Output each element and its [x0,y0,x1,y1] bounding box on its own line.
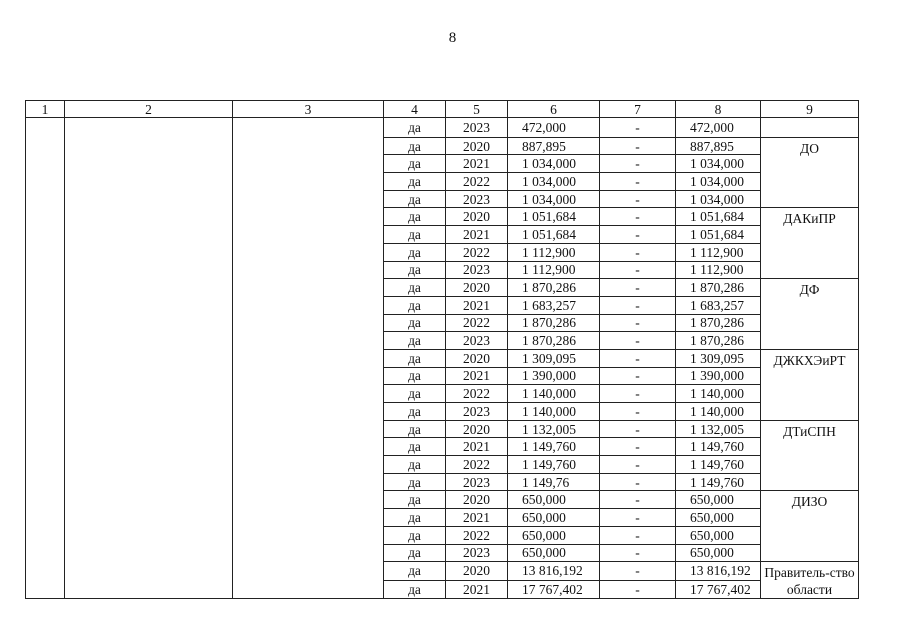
page-number: 8 [448,30,457,46]
executor-cell: ДЖКХЭиРТ [761,349,859,420]
c4-cell: да [384,526,446,544]
c5-cell: 2020 [446,420,508,438]
c5-cell: 2022 [446,173,508,191]
c6-cell: 650,000 [508,491,600,509]
c8-cell: 1 112,900 [676,261,761,279]
c5-cell: 2020 [446,349,508,367]
c7-cell: - [600,349,676,367]
c4-cell: да [384,349,446,367]
c6-cell: 1 112,900 [508,243,600,261]
c7-cell: - [600,456,676,474]
c4-cell: да [384,367,446,385]
c5-cell: 2020 [446,279,508,297]
c8-cell: 650,000 [676,491,761,509]
c7-cell: - [600,473,676,491]
c8-cell: 472,000 [676,118,761,138]
header-cell-6: 6 [508,101,600,118]
c4-cell: да [384,190,446,208]
header-cell-4: 4 [384,101,446,118]
c7-cell: - [600,155,676,173]
c8-cell: 1 683,257 [676,296,761,314]
c4-cell: да [384,385,446,403]
c8-cell: 13 816,192 [676,562,761,581]
c4-cell: да [384,261,446,279]
c7-cell: - [600,190,676,208]
header-cell-3: 3 [233,101,384,118]
c6-cell: 650,000 [508,544,600,562]
c5-cell: 2020 [446,137,508,155]
c4-cell: да [384,279,446,297]
c4-cell: да [384,243,446,261]
header-cell-2: 2 [65,101,233,118]
c5-cell: 2021 [446,155,508,173]
c8-cell: 650,000 [676,544,761,562]
c7-cell: - [600,367,676,385]
c5-cell: 2023 [446,261,508,279]
c7-cell: - [600,226,676,244]
c5-cell: 2022 [446,385,508,403]
c6-cell: 887,895 [508,137,600,155]
c6-cell: 1 683,257 [508,296,600,314]
c4-cell: да [384,420,446,438]
c4-cell: да [384,456,446,474]
c4-cell: да [384,509,446,527]
c6-cell: 1 051,684 [508,208,600,226]
c8-cell: 17 767,402 [676,580,761,599]
c8-cell: 1 870,286 [676,279,761,297]
executor-cell: Правитель-ство области [761,562,859,599]
c4-cell: да [384,208,446,226]
c4-cell: да [384,544,446,562]
c5-cell: 2023 [446,118,508,138]
executor-cell: ДИЗО [761,491,859,562]
c6-cell: 1 870,286 [508,332,600,350]
c4-cell: да [384,332,446,350]
c5-cell: 2021 [446,226,508,244]
c8-cell: 1 132,005 [676,420,761,438]
c7-cell: - [600,385,676,403]
c7-cell: - [600,137,676,155]
col3-cell [233,118,384,599]
c5-cell: 2021 [446,509,508,527]
c6-cell: 1 034,000 [508,155,600,173]
executor-cell: ДО [761,137,859,208]
c7-cell: - [600,261,676,279]
c5-cell: 2020 [446,562,508,581]
c5-cell: 2021 [446,438,508,456]
c6-cell: 1 309,095 [508,349,600,367]
c4-cell: да [384,473,446,491]
c7-cell: - [600,279,676,297]
c6-cell: 1 149,76 [508,473,600,491]
c8-cell: 1 390,000 [676,367,761,385]
c5-cell: 2023 [446,190,508,208]
c8-cell: 1 051,684 [676,208,761,226]
c5-cell: 2022 [446,526,508,544]
c8-cell: 650,000 [676,526,761,544]
c6-cell: 650,000 [508,526,600,544]
c6-cell: 1 112,900 [508,261,600,279]
executor-cell: ДФ [761,279,859,350]
c8-cell: 1 870,286 [676,314,761,332]
header-cell-5: 5 [446,101,508,118]
c7-cell: - [600,580,676,599]
c6-cell: 1 870,286 [508,314,600,332]
c8-cell: 1 870,286 [676,332,761,350]
c8-cell: 1 034,000 [676,190,761,208]
c7-cell: - [600,208,676,226]
c4-cell: да [384,438,446,456]
c6-cell: 1 140,000 [508,403,600,421]
c7-cell: - [600,509,676,527]
c4-cell: да [384,403,446,421]
c7-cell: - [600,420,676,438]
header-cell-7: 7 [600,101,676,118]
c8-cell: 1 034,000 [676,173,761,191]
header-cell-8: 8 [676,101,761,118]
budget-table [25,100,859,599]
c5-cell: 2023 [446,544,508,562]
c5-cell: 2021 [446,367,508,385]
c5-cell: 2021 [446,296,508,314]
c6-cell: 472,000 [508,118,600,138]
c8-cell: 1 051,684 [676,226,761,244]
c5-cell: 2023 [446,332,508,350]
c5-cell: 2020 [446,208,508,226]
c8-cell: 1 149,760 [676,473,761,491]
header-cell-1: 1 [26,101,65,118]
c8-cell: 1 149,760 [676,456,761,474]
col1-cell [26,118,65,599]
c6-cell: 650,000 [508,509,600,527]
c5-cell: 2022 [446,456,508,474]
c7-cell: - [600,526,676,544]
c4-cell: да [384,314,446,332]
c4-cell: да [384,137,446,155]
c4-cell: да [384,155,446,173]
c8-cell: 1 309,095 [676,349,761,367]
c8-cell: 1 149,760 [676,438,761,456]
header-cell-9: 9 [761,101,859,118]
c6-cell: 1 390,000 [508,367,600,385]
executor-cell: ДТиСПН [761,420,859,491]
c6-cell: 1 132,005 [508,420,600,438]
c6-cell: 1 149,760 [508,438,600,456]
c8-cell: 1 034,000 [676,155,761,173]
c4-cell: да [384,580,446,599]
c4-cell: да [384,173,446,191]
c6-cell: 17 767,402 [508,580,600,599]
executor-cell [761,118,859,138]
c4-cell: да [384,562,446,581]
c7-cell: - [600,491,676,509]
c6-cell: 1 149,760 [508,456,600,474]
c6-cell: 13 816,192 [508,562,600,581]
c7-cell: - [600,243,676,261]
c5-cell: 2022 [446,243,508,261]
c7-cell: - [600,332,676,350]
c7-cell: - [600,118,676,138]
c6-cell: 1 051,684 [508,226,600,244]
c6-cell: 1 034,000 [508,173,600,191]
c4-cell: да [384,491,446,509]
col2-cell [65,118,233,599]
c5-cell: 2023 [446,473,508,491]
c5-cell: 2022 [446,314,508,332]
c7-cell: - [600,562,676,581]
c4-cell: да [384,118,446,138]
c7-cell: - [600,296,676,314]
table-body [26,101,859,599]
c5-cell: 2021 [446,580,508,599]
c8-cell: 1 112,900 [676,243,761,261]
c4-cell: да [384,226,446,244]
table-row [26,118,859,138]
c6-cell: 1 870,286 [508,279,600,297]
c8-cell: 1 140,000 [676,403,761,421]
c6-cell: 1 034,000 [508,190,600,208]
c7-cell: - [600,544,676,562]
c5-cell: 2020 [446,491,508,509]
c7-cell: - [600,314,676,332]
c8-cell: 650,000 [676,509,761,527]
c4-cell: да [384,296,446,314]
c7-cell: - [600,173,676,191]
c7-cell: - [600,403,676,421]
executor-cell: ДАКиПР [761,208,859,279]
c7-cell: - [600,438,676,456]
c6-cell: 1 140,000 [508,385,600,403]
c5-cell: 2023 [446,403,508,421]
header-row [26,101,859,118]
c8-cell: 887,895 [676,137,761,155]
c8-cell: 1 140,000 [676,385,761,403]
